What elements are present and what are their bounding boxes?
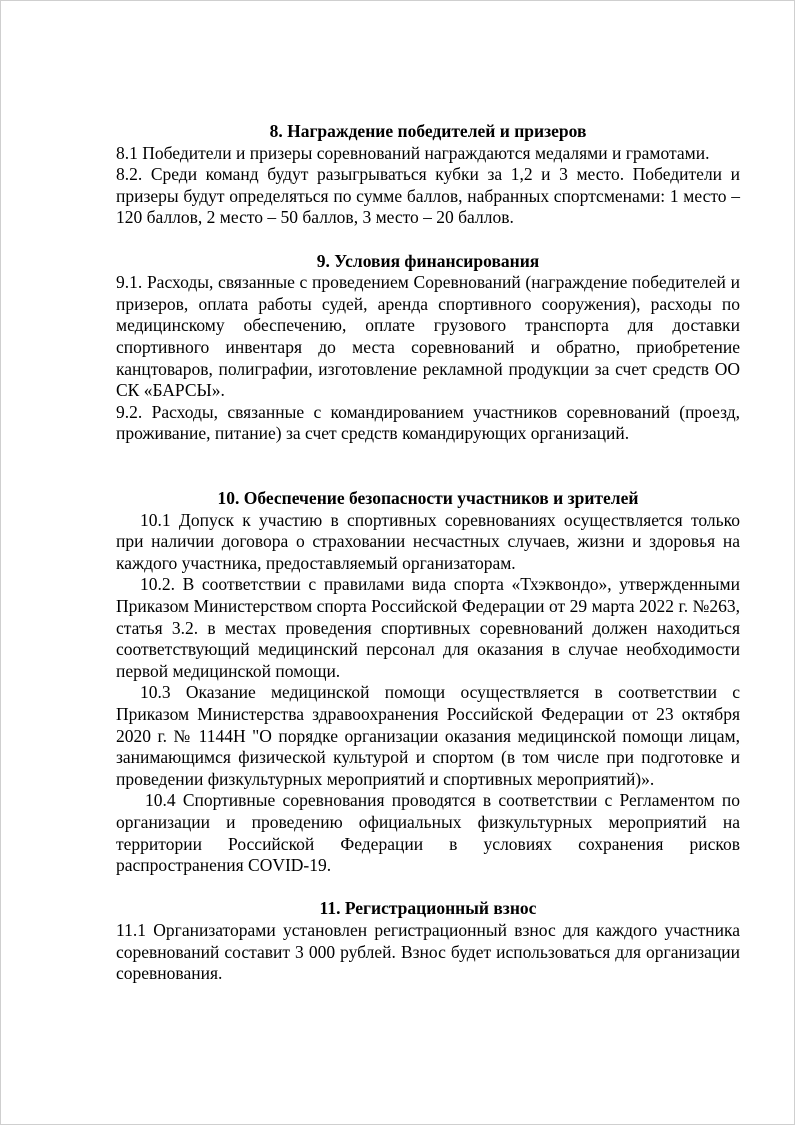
paragraph: 11.1 Организаторами установлен регистрационный взнос для каждого участника соревнований составит 3 000 рублей. Взнос будет использоваться для организации соревнования. (116, 919, 740, 984)
spacer (116, 877, 740, 899)
paragraph: 8.1 Победители и призеры соревнований награждаются медалями и грамотами. (116, 142, 710, 163)
section-title: 8. Награждение победителей и призеров (269, 121, 587, 141)
spacer (116, 445, 740, 488)
paragraph: 10.1 Допуск к участию в спортивных соревнованиях осуществляется только при наличии договора о страховании несчастных случаев, жизни и здоровья на каждого участника, предоставляемый организаторам. (116, 509, 740, 573)
section-title: 11. Регистрационный взнос (319, 898, 537, 919)
paragraph: 9.2. Расходы, связанные с командированием участников соревнований (проезд, проживание, питание) за счет средств командирующих организаций. (116, 401, 740, 444)
section-financing (116, 251, 740, 445)
paragraph: 8.2. Среди команд будут разыгрываться кубки за 1,2 и 3 место. Победители и призеры будут определяться по сумме баллов, набранных спортсменами: 1 место – 120 баллов, 2 место – 50 баллов, 3 место – 20 баллов. (116, 164, 740, 228)
paragraph: 10.4 Спортивные соревнования проводятся в соответствии с Регламентом по организации и проведению официальных физкультурных мероприятий на территории Российской Федерации в условиях сохранения рисков распространения COVID-19. (116, 790, 740, 876)
section-awards (116, 121, 740, 229)
section-title: 10. Обеспечение безопасности участников и зрителей (217, 488, 639, 509)
paragraph: 10.3 Оказание медицинской помощи осуществляется в соответствии с Приказом Министерства здравоохранения Российской Федерации от 23 октября 2020 г. № 1144Н "О порядке организации оказания медицинской помощи лицам, занимающимся физической культурой и спортом (в том числе при подготовке и проведении физкультурных мероприятий и спортивных мероприятий)». (116, 682, 740, 789)
section-title: 9. Условия финансирования (316, 250, 540, 271)
section-safety (116, 488, 740, 877)
spacer (116, 229, 740, 251)
section-registration-fee (116, 898, 740, 984)
paragraph: 9.1. Расходы, связанные с проведением Соревнований (награждение победителей и призеров, оплата работы судей, аренда спортивного сооружения), расходы по медицинскому обеспечению, оплате грузового транспорта для доставки спортивного инвентаря до места соревнований и обратно, приобретение канцтоваров, полиграфии, изготовление рекламной продукции за счет средств ОО СК «БАРСЫ». (116, 272, 740, 401)
paragraph: 10.2. В соответствии с правилами вида спорта «Тхэквондо», утвержденными Приказом Министерством спорта Российской Федерации от 29 марта 2022 г. №263, статья 3.2. в местах проведения спортивных соревнований должен находиться соответствующий медицинский персонал для оказания в случае необходимости первой медицинской помощи. (116, 574, 740, 681)
document-content (116, 121, 740, 985)
